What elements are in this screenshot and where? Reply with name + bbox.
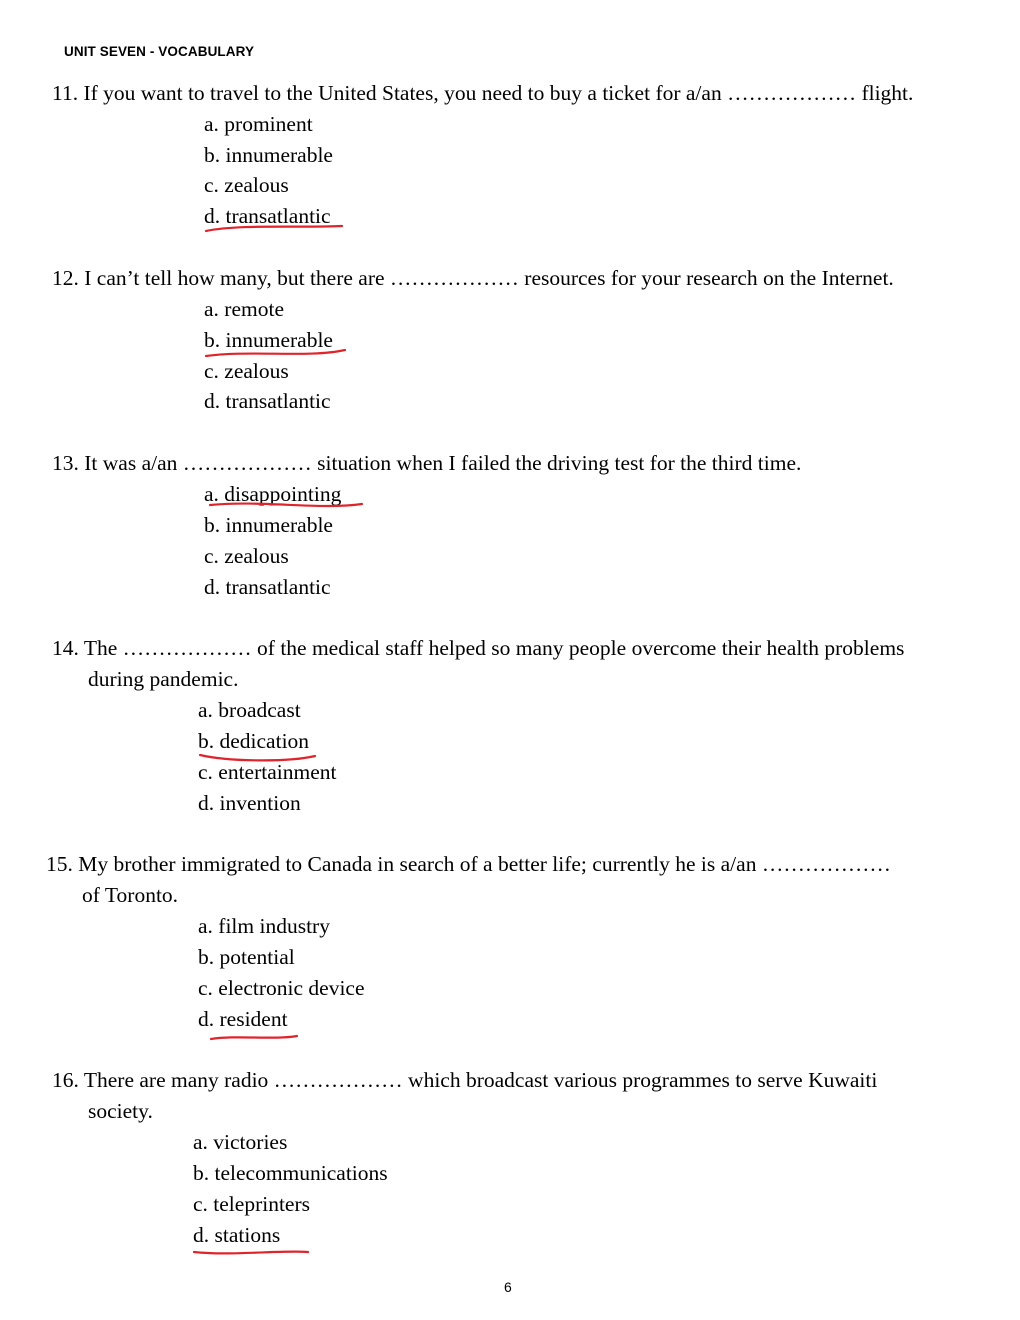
option-b[interactable]: b. innumerable <box>204 513 333 537</box>
option-b[interactable]: b. potential <box>198 945 295 969</box>
question-text: 15. My brother immigrated to Canada in search of a better life; currently he is a/an ……………… <box>46 852 891 876</box>
question-text-continued: society. <box>88 1099 153 1123</box>
option-c[interactable]: c. electronic device <box>198 976 365 1000</box>
question-text-continued: during pandemic. <box>88 667 239 691</box>
option-b[interactable]: b. telecommunications <box>193 1161 388 1185</box>
option-a[interactable]: a. broadcast <box>198 698 301 722</box>
option-c[interactable]: c. zealous <box>204 173 289 197</box>
option-a[interactable]: a. film industry <box>198 914 330 938</box>
question-text-continued: of Toronto. <box>82 883 179 907</box>
option-a-marked[interactable]: a. disappointing <box>204 482 342 506</box>
option-c[interactable]: c. zealous <box>204 544 289 568</box>
question-text: 11. If you want to travel to the United States, you need to buy a ticket for a/an ……………… flight. <box>52 81 914 105</box>
option-d-marked[interactable]: d. resident <box>198 1007 288 1031</box>
question-text: 16. There are many radio ……………… which broadcast various programmes to serve Kuwaiti <box>52 1068 878 1092</box>
option-d[interactable]: d. invention <box>198 791 301 815</box>
option-d-marked[interactable]: d. transatlantic <box>204 204 331 228</box>
page-number: 6 <box>504 1279 512 1295</box>
option-c[interactable]: c. teleprinters <box>193 1192 311 1216</box>
answer-underline-q15 <box>211 1036 297 1039</box>
option-b-marked[interactable]: b. dedication <box>198 729 310 753</box>
question-text: 13. It was a/an ……………… situation when I failed the driving test for the third time. <box>52 451 802 475</box>
option-d[interactable]: d. transatlantic <box>204 389 331 413</box>
answer-underline-q16 <box>194 1252 308 1254</box>
option-c[interactable]: c. entertainment <box>198 760 337 784</box>
question-text: 14. The ……………… of the medical staff helped so many people overcome their health problems <box>52 636 905 660</box>
option-a[interactable]: a. prominent <box>204 112 313 136</box>
option-d-marked[interactable]: d. stations <box>193 1223 281 1247</box>
option-b[interactable]: b. innumerable <box>204 143 333 167</box>
option-a[interactable]: a. victories <box>193 1130 288 1154</box>
option-b-marked[interactable]: b. innumerable <box>204 328 333 352</box>
option-c[interactable]: c. zealous <box>204 359 289 383</box>
question-text: 12. I can’t tell how many, but there are ……………… resources for your research on the Internet. <box>52 266 894 290</box>
option-a[interactable]: a. remote <box>204 297 284 321</box>
option-d[interactable]: d. transatlantic <box>204 575 331 599</box>
page-header: UNIT SEVEN - VOCABULARY <box>64 44 255 59</box>
